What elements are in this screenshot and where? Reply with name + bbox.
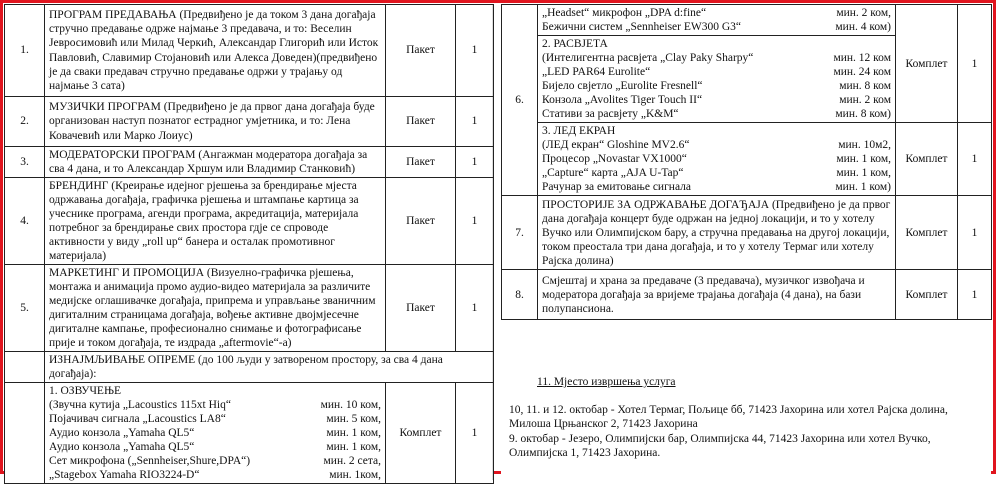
equipment-header: ИЗНАЈМЉИВАЊЕ ОПРЕМЕ (до 100 људи у затвореном простору, за сва 4 дана догађаја): bbox=[45, 352, 494, 383]
list-item: Рачунар за емитовање сигнала мин. 1 ком) bbox=[542, 181, 891, 194]
row-unit: Комплет bbox=[386, 383, 456, 484]
row-description: МАРКЕТИНГ И ПРОМОЦИЈА (Визуелно-графичка рјешења, монтажа и анимација промо аудио-видео материјала за различите медијске оглашивачке догађаја, припрема и управљање званичним дигиталним страницама догађаја, вођење активне двојмјесечне дигиталне кампање, професионално снимање и фотографисање прије и током догађаја, те издрада „aftermovie“-а) bbox=[45, 265, 386, 352]
row-quantity: 1 bbox=[456, 383, 494, 484]
row-unit: Пакет bbox=[386, 265, 456, 352]
row-description: МОДЕРАТОРСКИ ПРОГРАМ (Ангажман модератора догађаја за сва 4 дана, и то Александар Хршум или Владимир Станковић) bbox=[45, 147, 386, 178]
list-item: Бежични систем „Sennheiser EW300 G3“ мин. 4 ком) bbox=[542, 21, 891, 34]
list-item: „LED PAR64 Eurolite“ мин. 24 ком bbox=[542, 66, 891, 79]
table-row bbox=[502, 196, 992, 270]
row-description: Смјештај и храна за предаваче (3 предавача), музичког извођача и модератора догађаја за вријеме трајања догађаја (4 дана), на бази полупансиона. bbox=[538, 270, 896, 320]
section-heading: 11. Мјесто извршења услуга bbox=[537, 376, 676, 388]
list-item: Аудио конзола „Yamaha QL5“ мин. 1 ком, bbox=[49, 441, 381, 454]
table-row bbox=[5, 5, 494, 97]
table-row bbox=[5, 147, 494, 178]
lighting-title: 2. РАСВЈЕТА bbox=[542, 38, 608, 51]
table-row bbox=[5, 265, 494, 352]
row-number: 3. bbox=[5, 147, 45, 178]
list-item: Бијело свјетло „Eurolite Fresnell“ мин. 8 ком bbox=[542, 80, 891, 93]
list-item: Појачивач сигнала „Lacoustics LA8“ мин. 5 ком, bbox=[49, 413, 381, 426]
row-unit: Пакет bbox=[386, 5, 456, 97]
row-number: 7. bbox=[502, 196, 538, 270]
table-row bbox=[502, 5, 992, 36]
row-unit: Комплет bbox=[896, 123, 958, 196]
left-table bbox=[4, 4, 494, 484]
row-number: 4. bbox=[5, 178, 45, 265]
list-item: Аудио конзола „Yamaha QL5“ мин. 1 ком, bbox=[49, 427, 381, 440]
service-location-section bbox=[509, 375, 985, 461]
list-item: Конзола „Avolites Tiger Touch II“ мин. 2 ком bbox=[542, 94, 891, 107]
sound-row bbox=[5, 383, 494, 484]
row-number: 2. bbox=[5, 97, 45, 147]
row-unit: Комплет bbox=[896, 5, 958, 123]
sound-description bbox=[45, 383, 386, 484]
row-description: ПРОСТОРИЈЕ ЗА ОДРЖАВАЊЕ ДОГАЂАЈА (Предвиђено је да првог дана догађаја концерт буде одржан на једној локацији, и то у хотелу Вучко или Олимпијском бару, а стручна предавања на другој локацији, током преостала три дана догађаја, и то у хотелу Термаг или хотелу Рајска долина) bbox=[538, 196, 896, 270]
row-unit: Комплет bbox=[896, 196, 958, 270]
row-number: 8. bbox=[502, 270, 538, 320]
row-description: БРЕНДИНГ (Креирање идејног рјешења за брендирање мјеста одржавања догађаја, графичка рјешења и штампање картица за учеснике програма, агенди програма, акредитација, материјала потребног за брендирање свих простора гдје се спроводе активности у виду „roll up“ банера и осталак промотивног материјала) bbox=[45, 178, 386, 265]
list-item: Сет микрофона („Sennheiser,Shure,DPA“) мин. 2 сета, bbox=[49, 455, 381, 468]
table-row bbox=[502, 270, 992, 320]
row-quantity: 1 bbox=[456, 265, 494, 352]
list-item: „Capture“ карта „AJA U-Tap“ мин. 1 ком, bbox=[542, 167, 891, 180]
list-item: (Звучна кутија „Lacoustics 115xt Hiq“ мин. 10 ком, bbox=[49, 399, 381, 412]
row-quantity: 1 bbox=[456, 147, 494, 178]
row-quantity: 1 bbox=[456, 5, 494, 97]
row-unit: Пакет bbox=[386, 147, 456, 178]
led-title: 3. ЛЕД ЕКРАН bbox=[542, 125, 616, 138]
table-row bbox=[5, 178, 494, 265]
row-quantity: 1 bbox=[958, 5, 992, 123]
row-quantity: 1 bbox=[456, 178, 494, 265]
row-unit: Пакет bbox=[386, 178, 456, 265]
led-description bbox=[538, 123, 896, 196]
row-description: ПРОГРАМ ПРЕДАВАЊА (Предвиђено је да током 3 дана догађаја стручно предавање одрже најмање 3 предавача, и то: Веселин Јевросимовић или Милад Черкић, Александар Глигорић или Исток Павловић, Славимир Стојановић или Алекса Доведен)(предвиђено је да сваки предавач стручно предавање одржи у трајању од најмање 3 сата) bbox=[45, 5, 386, 97]
row-quantity: 1 bbox=[958, 270, 992, 320]
left-page bbox=[4, 4, 493, 480]
table-row bbox=[5, 97, 494, 147]
row-quantity: 1 bbox=[958, 123, 992, 196]
list-item: Процесор „Novastar VX1000“ мин. 1 ком, bbox=[542, 153, 891, 166]
row-number: 6. bbox=[502, 5, 538, 196]
row-unit: Комплет bbox=[896, 270, 958, 320]
sound-title: 1. ОЗВУЧЕЊЕ bbox=[49, 385, 121, 398]
list-item: „Stagebox Yamaha RIO3224-D“ мин. 1ком, bbox=[49, 469, 381, 482]
row-quantity: 1 bbox=[456, 97, 494, 147]
equipment-header-row bbox=[5, 352, 494, 383]
row-unit: Пакет bbox=[386, 97, 456, 147]
row-description: МУЗИЧКИ ПРОГРАМ (Предвиђено је да првог дана догађаја буде организован наступ познатог естрадног умјетника, и то: Лена Ковачевић или Марко Лоиус) bbox=[45, 97, 386, 147]
led-row bbox=[502, 123, 992, 196]
row-quantity: 1 bbox=[958, 196, 992, 270]
location-line: 10, 11. и 12. октобар - Хотел Термаг, Пољице бб, 71423 Јахорина или хотел Рајска долина, Милоша Црњанског 2, 71423 Јахорина bbox=[509, 404, 948, 431]
sound-continuation bbox=[538, 5, 896, 36]
list-item: „Headset“ микрофон „DPA d:fine“ мин. 2 ком, bbox=[542, 7, 891, 19]
list-item: (ЛЕД екран“ Gloshine MV2.6“ мин. 10м2, bbox=[542, 139, 891, 152]
row-number: 1. bbox=[5, 5, 45, 97]
row-number: 5. bbox=[5, 265, 45, 352]
right-page bbox=[501, 4, 991, 480]
list-item: Стативи за расвјету „K&M“ мин. 8 ком) bbox=[542, 108, 891, 121]
location-line: 9. октобар - Језеро, Олимпијски бар, Олимпијска 44, 71423 Јахорина или хотел Вучко, Олимпијска 1, 71423 Јахорина. bbox=[509, 433, 931, 460]
right-table bbox=[501, 4, 992, 320]
lighting-description bbox=[538, 36, 896, 123]
list-item: (Интелигентна расвјета „Clay Paky Sharpy“ мин. 12 ком bbox=[542, 52, 891, 65]
